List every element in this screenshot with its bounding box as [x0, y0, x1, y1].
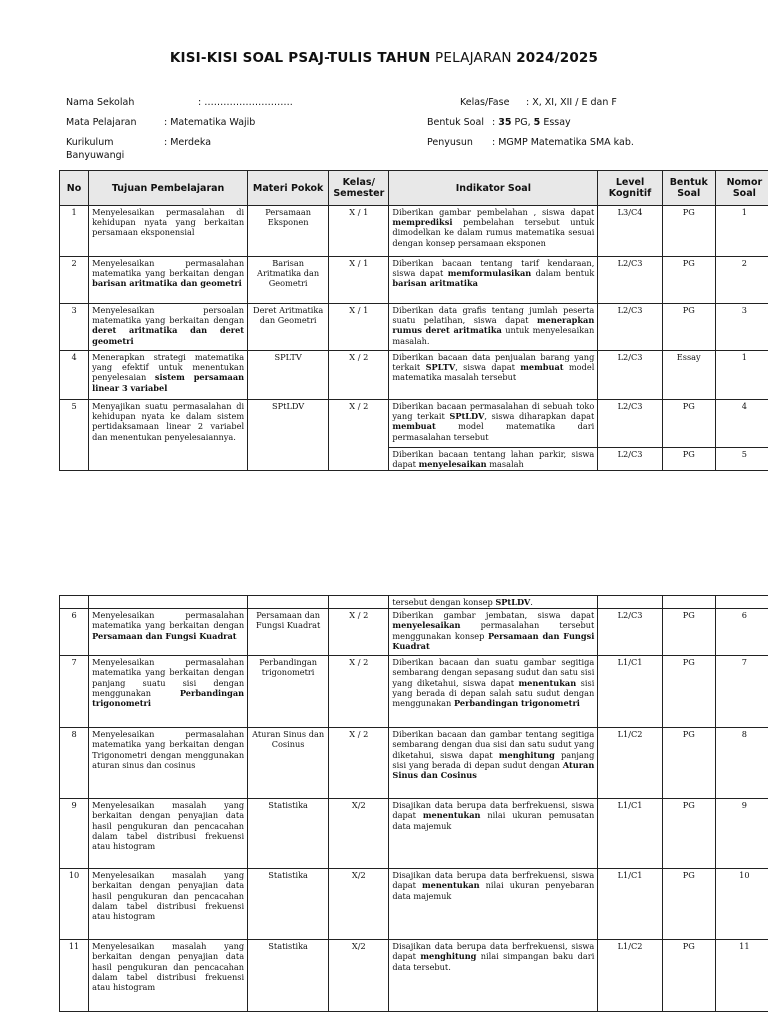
table-row — [60, 940, 768, 1012]
row-no: 6 — [60, 609, 89, 656]
row-materi: Persamaan dan Fungsi Kuadrat — [248, 609, 329, 656]
row-indikator: tersebut dengan konsep SPtLDV. — [389, 596, 598, 609]
col-header-indikator: Indikator Soal — [389, 171, 598, 206]
row-bentuk: PG — [662, 304, 715, 351]
col-header-kelas: Kelas/ Semester — [329, 171, 389, 206]
row-nomor: 4 — [715, 400, 768, 448]
row-nomor: 6 — [715, 609, 768, 656]
row-level — [598, 596, 662, 609]
bentuk-soal-value — [492, 116, 571, 129]
row-materi: Statistika — [248, 869, 329, 940]
row-kelas: X / 2 — [329, 609, 389, 656]
row-materi: Statistika — [248, 940, 329, 1012]
bentuk-essay: Essay — [543, 117, 571, 128]
row-no: 11 — [60, 940, 89, 1012]
row-tujuan: Menerapkan strategi matematika yang efektif untuk menentukan penyelesaian sistem persamaan linear 3 variabel — [89, 351, 248, 400]
row-materi: Perbandingan trigonometri — [248, 656, 329, 728]
row-indikator: Disajikan data berupa data berfrekuensi, siswa dapat menentukan nilai ukuran penyebaran data majemuk — [389, 869, 598, 940]
row-indikator: Diberikan gambar pembelahan , siswa dapat memprediksi pembelahan tersebut untuk dimodelkan ke dalam rumus matematika sesuai dengan konsep persamaan eksponen — [389, 206, 598, 257]
row-bentuk: Essay — [662, 351, 715, 400]
penyusun-value: : MGMP Matematika SMA kab. — [492, 137, 634, 148]
row-no: 10 — [60, 869, 89, 940]
kisi-table-page2 — [59, 595, 768, 1012]
table-row — [60, 304, 768, 351]
table-row — [60, 799, 768, 869]
title-normal: PELAJARAN — [435, 50, 512, 66]
row-no: 4 — [60, 351, 89, 400]
row-materi — [248, 596, 329, 609]
col-header-nomor: Nomor Soal — [715, 171, 768, 206]
penyusun-label: Penyusun — [427, 137, 473, 148]
row-kelas: X/2 — [329, 940, 389, 1012]
table-row — [60, 351, 768, 400]
mata-pelajaran-value: : Matematika Wajib — [164, 117, 256, 128]
row-level: L2/C3 — [598, 448, 662, 471]
row-kelas: X / 1 — [329, 257, 389, 304]
col-header-tujuan: Tujuan Pembelajaran — [89, 171, 248, 206]
table-header-row — [60, 171, 768, 206]
row-kelas: X / 1 — [329, 304, 389, 351]
table-row — [60, 728, 768, 799]
row-materi: Deret Aritmatika dan Geometri — [248, 304, 329, 351]
col-header-bentuk: Bentuk Soal — [662, 171, 715, 206]
row-no: 1 — [60, 206, 89, 257]
table-row-continuation — [60, 596, 768, 609]
row-indikator: Diberikan bacaan tentang tarif kendaraan, siswa dapat memformulasikan dalam bentuk barisan aritmatika — [389, 257, 598, 304]
row-tujuan: Menyelesaikan masalah yang berkaitan dengan penyajian data hasil pengukuran dan pencacahan dalam tabel distribusi frekuensi atau histogram — [89, 799, 248, 869]
row-bentuk: PG — [662, 656, 715, 728]
row-tujuan: Menyelesaikan permasalahan di kehidupan nyata yang berkaitan persamaan eksponensial — [89, 206, 248, 257]
row-nomor: 1 — [715, 206, 768, 257]
row-nomor: 2 — [715, 257, 768, 304]
row-nomor: 8 — [715, 728, 768, 799]
row-bentuk: PG — [662, 448, 715, 471]
row-indikator: Diberikan bacaan permasalahan di sebuah toko yang terkait SPtLDV, siswa diharapkan dapat membuat model matematika dari permasalahan tersebut — [389, 400, 598, 448]
row-level: L1/C1 — [598, 656, 662, 728]
row-no — [60, 596, 89, 609]
bentuk-pg-count: 35 — [498, 117, 512, 128]
row-no: 7 — [60, 656, 89, 728]
bentuk-colon: : — [492, 117, 496, 128]
nama-sekolah-label: Nama Sekolah — [66, 97, 135, 108]
row-indikator: Diberikan gambar jembatan, siswa dapat menyelesaikan permasalahan tersebut menggunakan konsep Persamaan dan Fungsi Kuadrat — [389, 609, 598, 656]
row-bentuk: PG — [662, 609, 715, 656]
row-bentuk: PG — [662, 799, 715, 869]
row-level: L2/C3 — [598, 400, 662, 448]
bentuk-pg: PG, — [514, 117, 531, 128]
row-level: L2/C3 — [598, 351, 662, 400]
col-header-no: No — [60, 171, 89, 206]
row-kelas: X / 2 — [329, 400, 389, 471]
row-materi: Aturan Sinus dan Cosinus — [248, 728, 329, 799]
bentuk-essay-count: 5 — [533, 117, 541, 128]
row-level: L1/C1 — [598, 869, 662, 940]
row-level: L1/C1 — [598, 799, 662, 869]
table-row — [60, 869, 768, 940]
title-year: 2024/2025 — [516, 50, 599, 66]
row-kelas: X / 1 — [329, 206, 389, 257]
row-indikator: Diberikan bacaan data penjualan barang yang terkait SPLTV, siswa dapat membuat model matematika masalah tersebut — [389, 351, 598, 400]
row-materi: Barisan Aritmatika dan Geometri — [248, 257, 329, 304]
row-tujuan: Menyelesaikan permasalahan matematika yang berkaitan dengan panjang suatu sisi dengan menggunakan Perbandingan trigonometri — [89, 656, 248, 728]
row-tujuan: Menyelesaikan masalah yang berkaitan dengan penyajian data hasil pengukuran dan pencacahan dalam tabel distribusi frekuensi atau histogram — [89, 869, 248, 940]
row-bentuk: PG — [662, 869, 715, 940]
row-tujuan: Menyajikan suatu permasalahan di kehidupan nyata ke dalam sistem pertidaksamaan linear 2 variabel dan menentukan penyelesaiannya. — [89, 400, 248, 471]
row-nomor: 7 — [715, 656, 768, 728]
row-bentuk: PG — [662, 400, 715, 448]
row-bentuk: PG — [662, 257, 715, 304]
kelas-label: Kelas/Fase — [460, 97, 510, 108]
row-tujuan — [89, 596, 248, 609]
row-no: 2 — [60, 257, 89, 304]
nama-sekolah-value: : ………………………. — [198, 97, 293, 108]
row-level: L2/C3 — [598, 304, 662, 351]
row-kelas — [329, 596, 389, 609]
table-row — [60, 656, 768, 728]
table-row — [60, 206, 768, 257]
col-header-materi: Materi Pokok — [248, 171, 329, 206]
kurikulum-label: Kurikulum — [66, 137, 114, 148]
row-no: 5 — [60, 400, 89, 471]
row-materi: SPLTV — [248, 351, 329, 400]
row-nomor: 10 — [715, 869, 768, 940]
row-kelas: X / 2 — [329, 351, 389, 400]
document-title — [0, 50, 768, 66]
row-kelas: X/2 — [329, 869, 389, 940]
kelas-value: : X, XI, XII / E dan F — [526, 97, 617, 108]
mata-pelajaran-label: Mata Pelajaran — [66, 117, 137, 128]
row-level: L3/C4 — [598, 206, 662, 257]
table-row — [60, 257, 768, 304]
row-level: L1/C2 — [598, 940, 662, 1012]
row-kelas: X/2 — [329, 799, 389, 869]
row-tujuan: Menyelesaikan permasalahan matematika yang berkaitan dengan barisan aritmatika dan geometri — [89, 257, 248, 304]
row-indikator: Disajikan data berupa data berfrekuensi, siswa dapat menentukan nilai ukuran pemusatan data majemuk — [389, 799, 598, 869]
row-no: 9 — [60, 799, 89, 869]
row-indikator: Disajikan data berupa data berfrekuensi, siswa dapat menghitung nilai simpangan baku dari data tersebut. — [389, 940, 598, 1012]
row-indikator: Diberikan data grafis tentang jumlah peserta suatu pelatihan, siswa dapat menerapkan rumus deret aritmatika untuk menyelesaikan masalah. — [389, 304, 598, 351]
kurikulum-value: : Merdeka — [164, 137, 212, 148]
row-materi: Statistika — [248, 799, 329, 869]
row-bentuk — [662, 596, 715, 609]
bentuk-soal-label: Bentuk Soal — [427, 117, 484, 128]
row-no: 3 — [60, 304, 89, 351]
row-bentuk: PG — [662, 940, 715, 1012]
row-no: 8 — [60, 728, 89, 799]
row-materi: SPtLDV — [248, 400, 329, 471]
title-bold: KISI-KISI SOAL PSAJ-TULIS TAHUN — [169, 50, 431, 66]
row-nomor: 11 — [715, 940, 768, 1012]
table-row — [60, 609, 768, 656]
row-level: L2/C3 — [598, 609, 662, 656]
row-nomor: 1 — [715, 351, 768, 400]
row-nomor: 9 — [715, 799, 768, 869]
row-nomor: 5 — [715, 448, 768, 471]
table-row — [60, 400, 768, 448]
row-bentuk: PG — [662, 728, 715, 799]
row-level: L1/C2 — [598, 728, 662, 799]
col-header-level: Level Kognitif — [598, 171, 662, 206]
row-bentuk: PG — [662, 206, 715, 257]
row-tujuan: Menyelesaikan permasalahan matematika yang berkaitan dengan Persamaan dan Fungsi Kuadrat — [89, 609, 248, 656]
kisi-table-page1 — [59, 170, 768, 471]
row-indikator: Diberikan bacaan dan gambar tentang segitiga sembarang dengan dua sisi dan satu sudut yang diketahui, siswa dapat menghitung panjang sisi yang berada di depan sudut dengan Aturan Sinus dan Cosinus — [389, 728, 598, 799]
row-level: L2/C3 — [598, 257, 662, 304]
row-tujuan: Menyelesaikan persoalan matematika yang berkaitan dengan deret aritmatika dan deret geometri — [89, 304, 248, 351]
row-nomor — [715, 596, 768, 609]
row-kelas: X / 2 — [329, 656, 389, 728]
row-kelas: X / 2 — [329, 728, 389, 799]
row-tujuan: Menyelesaikan masalah yang berkaitan dengan penyajian data hasil pengukuran dan pencacahan dalam tabel distribusi frekuensi atau histogram — [89, 940, 248, 1012]
kurikulum-continuation: Banyuwangi — [66, 150, 125, 161]
row-materi: Persamaan Eksponen — [248, 206, 329, 257]
row-nomor: 3 — [715, 304, 768, 351]
row-indikator: Diberikan bacaan dan suatu gambar segitiga sembarang dengan sepasang sudut dan satu sisi yang diketahui, siswa dapat menentukan sisi yang berada di depan salah satu sudut dengan menggunakan Perbandingan trigonometri — [389, 656, 598, 728]
row-indikator: Diberikan bacaan tentang lahan parkir, siswa dapat menyelesaikan masalah — [389, 448, 598, 471]
row-tujuan: Menyelesaikan permasalahan matematika yang berkaitan dengan Trigonometri dengan menggunakan aturan sinus dan cosinus — [89, 728, 248, 799]
